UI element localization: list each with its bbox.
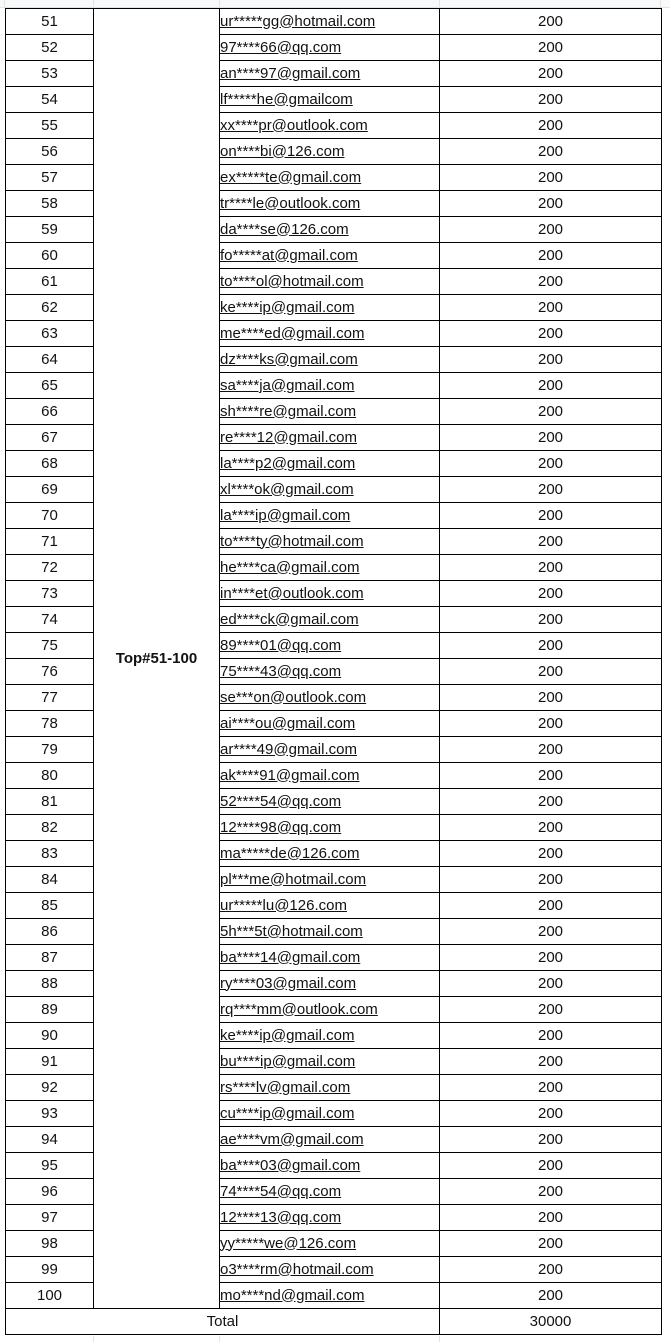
amount-cell[interactable]: 200 (440, 945, 662, 971)
email-link[interactable]: la****ip@gmail.com (220, 506, 351, 524)
amount-cell[interactable]: 200 (440, 659, 662, 685)
email-link[interactable]: 89****01@qq.com (220, 636, 342, 654)
email-cell[interactable] (220, 1205, 440, 1231)
email-link[interactable]: ur*****lu@126.com (220, 896, 347, 914)
rank-cell[interactable]: 57 (6, 165, 94, 191)
rank-cell[interactable]: 71 (6, 529, 94, 555)
total-row[interactable] (6, 1309, 662, 1335)
email-cell[interactable] (220, 113, 440, 139)
rank-cell[interactable]: 69 (6, 477, 94, 503)
email-link[interactable]: 12****98@qq.com (220, 818, 342, 836)
amount-cell[interactable]: 200 (440, 1231, 662, 1257)
email-link[interactable]: 74****54@qq.com (220, 1182, 342, 1200)
amount-cell[interactable]: 200 (440, 737, 662, 763)
rank-cell[interactable]: 51 (6, 9, 94, 35)
email-link[interactable]: da****se@126.com (220, 220, 349, 238)
email-link[interactable]: ai****ou@gmail.com (220, 714, 356, 732)
email-link[interactable]: tr****le@outlook.com (220, 194, 361, 212)
amount-cell[interactable]: 200 (440, 971, 662, 997)
email-link[interactable]: ar****49@gmail.com (220, 740, 357, 758)
amount-cell[interactable]: 200 (440, 997, 662, 1023)
rank-cell[interactable]: 92 (6, 1075, 94, 1101)
email-cell[interactable] (220, 61, 440, 87)
rank-cell[interactable]: 52 (6, 35, 94, 61)
rank-cell[interactable]: 64 (6, 347, 94, 373)
email-cell[interactable] (220, 139, 440, 165)
amount-cell[interactable]: 200 (440, 581, 662, 607)
rank-cell[interactable]: 81 (6, 789, 94, 815)
rank-cell[interactable]: 58 (6, 191, 94, 217)
rank-cell[interactable]: 70 (6, 503, 94, 529)
amount-cell[interactable]: 200 (440, 1127, 662, 1153)
email-link[interactable]: in****et@outlook.com (220, 584, 364, 602)
rank-cell[interactable]: 77 (6, 685, 94, 711)
email-cell[interactable] (220, 997, 440, 1023)
email-cell[interactable] (220, 321, 440, 347)
email-link[interactable]: xl****ok@gmail.com (220, 480, 354, 498)
amount-cell[interactable]: 200 (440, 87, 662, 113)
amount-cell[interactable]: 200 (440, 867, 662, 893)
email-link[interactable]: ex*****te@gmail.com (220, 168, 362, 186)
email-link[interactable]: bu****ip@gmail.com (220, 1052, 356, 1070)
email-link[interactable]: rq****mm@outlook.com (220, 1000, 378, 1018)
email-cell[interactable] (220, 1179, 440, 1205)
amount-cell[interactable]: 200 (440, 763, 662, 789)
rank-cell[interactable]: 84 (6, 867, 94, 893)
email-link[interactable]: re****12@gmail.com (220, 428, 357, 446)
email-link[interactable]: yy*****we@126.com (220, 1234, 357, 1252)
amount-cell[interactable]: 200 (440, 919, 662, 945)
email-cell[interactable] (220, 347, 440, 373)
email-cell[interactable] (220, 659, 440, 685)
email-link[interactable]: ry****03@gmail.com (220, 974, 357, 992)
email-link[interactable]: sa****ja@gmail.com (220, 376, 355, 394)
amount-cell[interactable]: 200 (440, 373, 662, 399)
total-value-cell[interactable]: 30000 (440, 1309, 662, 1335)
ranking-table (5, 8, 662, 1335)
amount-cell[interactable]: 200 (440, 269, 662, 295)
rank-cell[interactable]: 86 (6, 919, 94, 945)
amount-cell[interactable]: 200 (440, 1153, 662, 1179)
rank-cell[interactable]: 60 (6, 243, 94, 269)
amount-cell[interactable]: 200 (440, 139, 662, 165)
amount-cell[interactable]: 200 (440, 399, 662, 425)
email-cell[interactable] (220, 633, 440, 659)
rank-cell[interactable]: 97 (6, 1205, 94, 1231)
rank-cell[interactable]: 96 (6, 1179, 94, 1205)
amount-cell[interactable]: 200 (440, 555, 662, 581)
amount-cell[interactable]: 200 (440, 243, 662, 269)
email-cell[interactable] (220, 971, 440, 997)
email-cell[interactable] (220, 1075, 440, 1101)
email-link[interactable]: ke****ip@gmail.com (220, 298, 355, 316)
amount-cell[interactable]: 200 (440, 321, 662, 347)
email-cell[interactable] (220, 503, 440, 529)
email-cell[interactable] (220, 399, 440, 425)
rank-cell[interactable]: 79 (6, 737, 94, 763)
amount-cell[interactable]: 200 (440, 477, 662, 503)
email-link[interactable]: he****ca@gmail.com (220, 558, 360, 576)
email-cell[interactable] (220, 451, 440, 477)
email-cell[interactable] (220, 35, 440, 61)
email-cell[interactable] (220, 893, 440, 919)
rank-cell[interactable]: 66 (6, 399, 94, 425)
email-cell[interactable] (220, 191, 440, 217)
amount-cell[interactable]: 200 (440, 1075, 662, 1101)
rank-cell[interactable]: 53 (6, 61, 94, 87)
email-link[interactable]: ak****91@gmail.com (220, 766, 360, 784)
rank-cell[interactable]: 65 (6, 373, 94, 399)
email-cell[interactable] (220, 685, 440, 711)
email-cell[interactable] (220, 295, 440, 321)
email-link[interactable]: cu****ip@gmail.com (220, 1104, 355, 1122)
amount-cell[interactable]: 200 (440, 1049, 662, 1075)
amount-cell[interactable]: 200 (440, 1179, 662, 1205)
sheet-bottom-edge (0, 1336, 670, 1342)
email-link[interactable]: to****ty@hotmail.com (220, 532, 364, 550)
amount-cell[interactable]: 200 (440, 61, 662, 87)
rank-cell[interactable]: 54 (6, 87, 94, 113)
rank-cell[interactable]: 93 (6, 1101, 94, 1127)
rank-cell[interactable]: 56 (6, 139, 94, 165)
email-cell[interactable] (220, 1023, 440, 1049)
rank-cell[interactable]: 91 (6, 1049, 94, 1075)
rank-cell[interactable]: 94 (6, 1127, 94, 1153)
email-link[interactable]: 75****43@qq.com (220, 662, 342, 680)
rank-cell[interactable]: 98 (6, 1231, 94, 1257)
email-link[interactable]: ma*****de@126.com (220, 844, 360, 862)
amount-cell[interactable]: 200 (440, 347, 662, 373)
amount-cell[interactable]: 200 (440, 217, 662, 243)
rank-cell[interactable]: 74 (6, 607, 94, 633)
rank-cell[interactable]: 89 (6, 997, 94, 1023)
email-cell[interactable] (220, 373, 440, 399)
email-cell[interactable] (220, 607, 440, 633)
email-cell[interactable] (220, 425, 440, 451)
email-cell[interactable] (220, 165, 440, 191)
total-label-cell[interactable]: Total (6, 1309, 440, 1335)
email-cell[interactable] (220, 1101, 440, 1127)
email-cell[interactable] (220, 763, 440, 789)
email-link[interactable]: an****97@gmail.com (220, 64, 361, 82)
rank-cell[interactable]: 75 (6, 633, 94, 659)
email-link[interactable]: me****ed@gmail.com (220, 324, 365, 342)
email-cell[interactable] (220, 1127, 440, 1153)
email-link[interactable]: o3****rm@hotmail.com (220, 1260, 374, 1278)
email-link[interactable]: fo*****at@gmail.com (220, 246, 358, 264)
amount-cell[interactable]: 200 (440, 1023, 662, 1049)
amount-cell[interactable]: 200 (440, 165, 662, 191)
rank-cell[interactable]: 87 (6, 945, 94, 971)
email-cell[interactable] (220, 217, 440, 243)
rank-cell[interactable]: 67 (6, 425, 94, 451)
email-link[interactable]: to****ol@hotmail.com (220, 272, 364, 290)
rank-cell[interactable]: 55 (6, 113, 94, 139)
group-label-cell[interactable]: Top#51-100 (94, 9, 220, 1309)
email-link[interactable]: ba****14@gmail.com (220, 948, 361, 966)
rank-cell[interactable]: 95 (6, 1153, 94, 1179)
rank-cell[interactable]: 59 (6, 217, 94, 243)
email-cell[interactable] (220, 243, 440, 269)
email-cell[interactable] (220, 867, 440, 893)
amount-cell[interactable]: 200 (440, 113, 662, 139)
email-cell[interactable] (220, 711, 440, 737)
email-cell[interactable] (220, 1231, 440, 1257)
rank-cell[interactable]: 100 (6, 1283, 94, 1309)
table-row[interactable] (6, 9, 662, 35)
email-link[interactable]: 52****54@qq.com (220, 792, 342, 810)
email-link[interactable]: la****p2@gmail.com (220, 454, 356, 472)
rank-cell[interactable]: 68 (6, 451, 94, 477)
amount-cell[interactable]: 200 (440, 425, 662, 451)
rank-cell[interactable]: 80 (6, 763, 94, 789)
rank-cell[interactable]: 73 (6, 581, 94, 607)
amount-cell[interactable]: 200 (440, 893, 662, 919)
sheet-top-edge (0, 0, 670, 8)
email-link[interactable]: ed****ck@gmail.com (220, 610, 359, 628)
amount-cell[interactable]: 200 (440, 9, 662, 35)
amount-cell[interactable]: 200 (440, 789, 662, 815)
amount-cell[interactable]: 200 (440, 607, 662, 633)
email-link[interactable]: 5h***5t@hotmail.com (220, 922, 363, 940)
email-link[interactable]: se***on@outlook.com (220, 688, 367, 706)
email-link[interactable]: ae****vm@gmail.com (220, 1130, 364, 1148)
rank-cell[interactable]: 61 (6, 269, 94, 295)
email-link[interactable]: mo****nd@gmail.com (220, 1286, 365, 1304)
amount-cell[interactable]: 200 (440, 1205, 662, 1231)
email-cell[interactable] (220, 581, 440, 607)
amount-cell[interactable]: 200 (440, 841, 662, 867)
amount-cell[interactable]: 200 (440, 191, 662, 217)
email-link[interactable]: ur*****gg@hotmail.com (220, 12, 376, 30)
amount-cell[interactable]: 200 (440, 503, 662, 529)
table-body (6, 9, 662, 1335)
email-cell[interactable] (220, 1283, 440, 1309)
email-link[interactable]: lf*****he@gmailcom (220, 90, 353, 108)
email-cell[interactable] (220, 477, 440, 503)
amount-cell[interactable]: 200 (440, 633, 662, 659)
amount-cell[interactable]: 200 (440, 1101, 662, 1127)
email-cell[interactable] (220, 1257, 440, 1283)
email-link[interactable]: xx****pr@outlook.com (220, 116, 368, 134)
email-link[interactable]: 97****66@qq.com (220, 38, 342, 56)
rank-cell[interactable]: 62 (6, 295, 94, 321)
amount-cell[interactable]: 200 (440, 35, 662, 61)
email-cell[interactable] (220, 919, 440, 945)
rank-cell[interactable]: 72 (6, 555, 94, 581)
email-cell[interactable] (220, 87, 440, 113)
rank-cell[interactable]: 78 (6, 711, 94, 737)
email-cell[interactable] (220, 841, 440, 867)
rank-cell[interactable]: 82 (6, 815, 94, 841)
email-cell[interactable] (220, 789, 440, 815)
rank-cell[interactable]: 99 (6, 1257, 94, 1283)
amount-cell[interactable]: 200 (440, 711, 662, 737)
amount-cell[interactable]: 200 (440, 451, 662, 477)
email-cell[interactable] (220, 269, 440, 295)
email-link[interactable]: rs****lv@gmail.com (220, 1078, 351, 1096)
amount-cell[interactable]: 200 (440, 1257, 662, 1283)
rank-cell[interactable]: 63 (6, 321, 94, 347)
email-cell[interactable] (220, 737, 440, 763)
amount-cell[interactable]: 200 (440, 1283, 662, 1309)
email-link[interactable]: sh****re@gmail.com (220, 402, 357, 420)
rank-cell[interactable]: 88 (6, 971, 94, 997)
rank-cell[interactable]: 90 (6, 1023, 94, 1049)
email-link[interactable]: dz****ks@gmail.com (220, 350, 358, 368)
email-cell[interactable] (220, 529, 440, 555)
amount-cell[interactable]: 200 (440, 295, 662, 321)
rank-cell[interactable]: 83 (6, 841, 94, 867)
amount-cell[interactable]: 200 (440, 685, 662, 711)
email-link[interactable]: 12****13@qq.com (220, 1208, 342, 1226)
amount-cell[interactable]: 200 (440, 815, 662, 841)
email-cell[interactable] (220, 1049, 440, 1075)
amount-cell[interactable]: 200 (440, 529, 662, 555)
email-cell[interactable] (220, 815, 440, 841)
email-link[interactable]: on****bi@126.com (220, 142, 345, 160)
email-cell[interactable] (220, 945, 440, 971)
email-link[interactable]: ba****03@gmail.com (220, 1156, 361, 1174)
email-cell[interactable] (220, 1153, 440, 1179)
email-link[interactable]: ke****ip@gmail.com (220, 1026, 355, 1044)
email-link[interactable]: pl***me@hotmail.com (220, 870, 367, 888)
email-cell[interactable] (220, 9, 440, 35)
rank-cell[interactable]: 76 (6, 659, 94, 685)
rank-cell[interactable]: 85 (6, 893, 94, 919)
email-cell[interactable] (220, 555, 440, 581)
